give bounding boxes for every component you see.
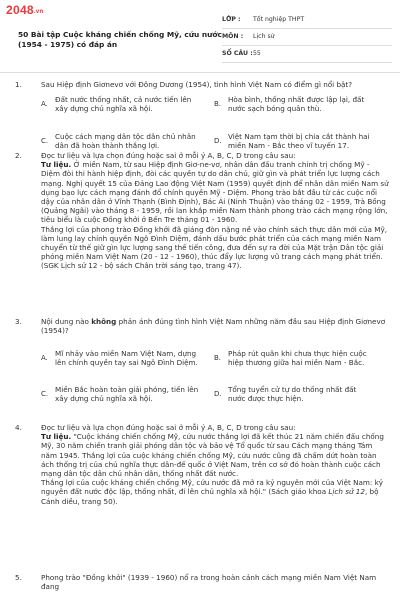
option-text: Hòa bình, thống nhất được lập lại, đất nước sạch bóng quân thù.: [228, 95, 365, 114]
question-text: Phong trào "Đồng khởi" (1939 - 1960) nổ ra trong hoàn cảnh cách mạng miền Nam Việt Nam đang: [41, 573, 377, 592]
passage-text: , bộ Cánh diều, trang 50).: [41, 487, 379, 506]
question-3: [15, 317, 390, 404]
question-5: [15, 573, 390, 591]
option-letter: C.: [41, 137, 49, 145]
option-text: Miền Bắc hoàn toàn giải phóng, tiến lên xây dựng chủ nghĩa xã hội.: [55, 385, 199, 404]
logo-suffix: .vn: [33, 9, 44, 15]
meta-value: 55: [253, 50, 261, 58]
meta-value: Tốt nghiệp THPT: [253, 16, 305, 24]
option-text: Pháp rút quân khi chưa thực hiện cuộc hiệp thương giữa hai miền Nam - Bắc.: [228, 349, 367, 368]
option-text: Tổng tuyển cử tự do thống nhất đất nước được thực hiện.: [228, 385, 357, 404]
question-number: 4.: [15, 423, 22, 432]
meta-row-class: [222, 12, 392, 29]
question-number: 1.: [15, 80, 22, 89]
passage-text: Thắng lợi của cuộc kháng chiến chống Mỹ, cứu nước đã mở ra kỷ nguyên mới của Việt Nam: kỷ nguyên đất nước độc lập, thống nhất, đi lên chủ nghĩa xã hội." (Sách giáo khoa: [41, 478, 384, 497]
meta-row-count: [222, 46, 392, 63]
option-text: Việt Nam tạm thời bị chia cắt thành hai miền Nam - Bắc theo vĩ tuyến 17.: [228, 132, 370, 151]
option-letter: A.: [41, 100, 48, 108]
passage-label: Tư liệu.: [41, 432, 72, 442]
header-divider: [0, 72, 400, 73]
source-passage: [41, 432, 390, 478]
question-4: [15, 423, 390, 506]
question-number: 5.: [15, 573, 22, 582]
question-text: Sau Hiệp định Giơnevơ với Đông Dương (1954), tình hình Việt Nam có điểm gì nổi bật?: [41, 80, 353, 89]
passage-text: "Cuộc kháng chiến chống Mỹ, cứu nước thắng lợi đã kết thúc 21 năm chiến đấu chống Mỹ, 30 năm chiến tranh giải phóng dân tộc và bảo vệ Tổ quốc từ sau Cách mạng tháng Tám năm 1945. Thắng lợi của cuộc kháng chiến chống Mỹ, cứu nước cũng đã chấm dứt hoàn toàn ách thống trị của chủ nghĩa thực dân-đế quốc ở Việt Nam, trên cơ sở đó hoàn thành cuộc cách mạng dân tộc dân chủ nhân dân, thống nhất đất nước.: [41, 432, 384, 479]
option-text: Cuộc cách mạng dân tộc dân chủ nhân dân đã hoàn thành thắng lợi.: [55, 132, 196, 151]
option-letter: B.: [214, 100, 222, 108]
meta-key: LỚP :: [222, 16, 241, 24]
question-2: [15, 151, 390, 271]
option-letter: D.: [214, 137, 222, 145]
meta-key: SỐ CÂU :: [222, 50, 253, 58]
question-emphasis: không: [91, 317, 117, 326]
passage-label: Tư liệu.: [41, 160, 72, 170]
document-meta: [222, 12, 392, 63]
page-title: 50 Bài tập Cuộc kháng chiến chống Mỹ, cứu nước (1954 - 1975) có đáp án: [18, 30, 222, 49]
source-passage: [41, 160, 390, 224]
question-number: 2.: [15, 151, 22, 160]
question-text-part: phản ánh đúng tình hình Việt Nam những năm đầu sau Hiệp định Giơnevơ (1954)?: [41, 317, 386, 336]
book-title: Lịch sử 12: [328, 487, 365, 497]
option-letter: A.: [41, 354, 48, 362]
meta-key: MÔN :: [222, 33, 244, 41]
source-passage-continued: [41, 478, 390, 506]
option-letter: D.: [214, 390, 222, 398]
question-text-part: Nội dung nào: [41, 317, 92, 326]
source-passage-continued: Thắng lợi của phong trào Đồng khởi đã giáng đòn nặng nề vào chính sách thực dân mới của Mỹ, làm lung lay chính quyền Ngô Đình Diệm, đánh dấu bước phát triển của cách mạng miền Nam chuyển từ thế giữ gìn lực lượng sang thế tiến công, đưa đến sự ra đời của Mặt trận Dân tộc giải phóng miền Nam Việt Nam (20 - 12 - 1960), thúc đẩy lực lượng vũ trang cách mạng phát triển. (SGK Lịch sử 12 - bộ sách Chân trời sáng tạo, trang 47).: [41, 224, 387, 271]
question-text: Đọc tư liệu và lựa chọn đúng hoặc sai ở mỗi ý A, B, C, D trong câu sau:: [41, 423, 296, 432]
question-text: [41, 317, 390, 335]
meta-value: Lịch sử: [253, 33, 275, 41]
site-logo[interactable]: [6, 3, 44, 17]
option-text: Mĩ nhảy vào miền Nam Việt Nam, dựng lên chính quyền tay sai Ngô Đình Diệm.: [55, 349, 198, 368]
meta-row-subject: [222, 29, 392, 46]
logo-text: 2048: [6, 3, 34, 17]
passage-text: Ở miền Nam, từ sau Hiệp định Giơ-ne-vơ, nhân dân đấu tranh chính trị chống Mỹ - Diệm đòi thi hành hiệp định, đòi các quyền tự do dân chủ, giữ gìn và phát triển lực lượng cách mạng. Nghị quyết 15 của Đảng Lao động Việt Nam (1959) quyết định để nhân dân miền Nam sử dụng bạo lực cách mạng đánh đổ chính quyền Mỹ - Diệm. Phong trào bắt đầu từ các cuộc nổi dậy của nhân dân ở Vĩnh Thạnh (Bình Định), Bác Ái (Ninh Thuận) vào tháng 02 - 1959, Trà Bồng (Quảng Ngãi) vào tháng 8 - 1959, rồi lan khắp miền Nam thành phong trào cách mạng rộng lớn, tiêu biểu là cuộc Đồng khởi ở Bến Tre tháng 01 - 1960.: [41, 160, 389, 225]
option-letter: C.: [41, 390, 49, 398]
question-text: Đọc tư liệu và lựa chọn đúng hoặc sai ở mỗi ý A, B, C, D trong câu sau:: [41, 151, 296, 160]
question-1: [15, 80, 390, 151]
question-number: 3.: [15, 317, 22, 326]
option-letter: B.: [214, 354, 222, 362]
option-text: Đất nước thống nhất, cả nước tiến lên xây dựng chủ nghĩa xã hội.: [55, 95, 192, 114]
